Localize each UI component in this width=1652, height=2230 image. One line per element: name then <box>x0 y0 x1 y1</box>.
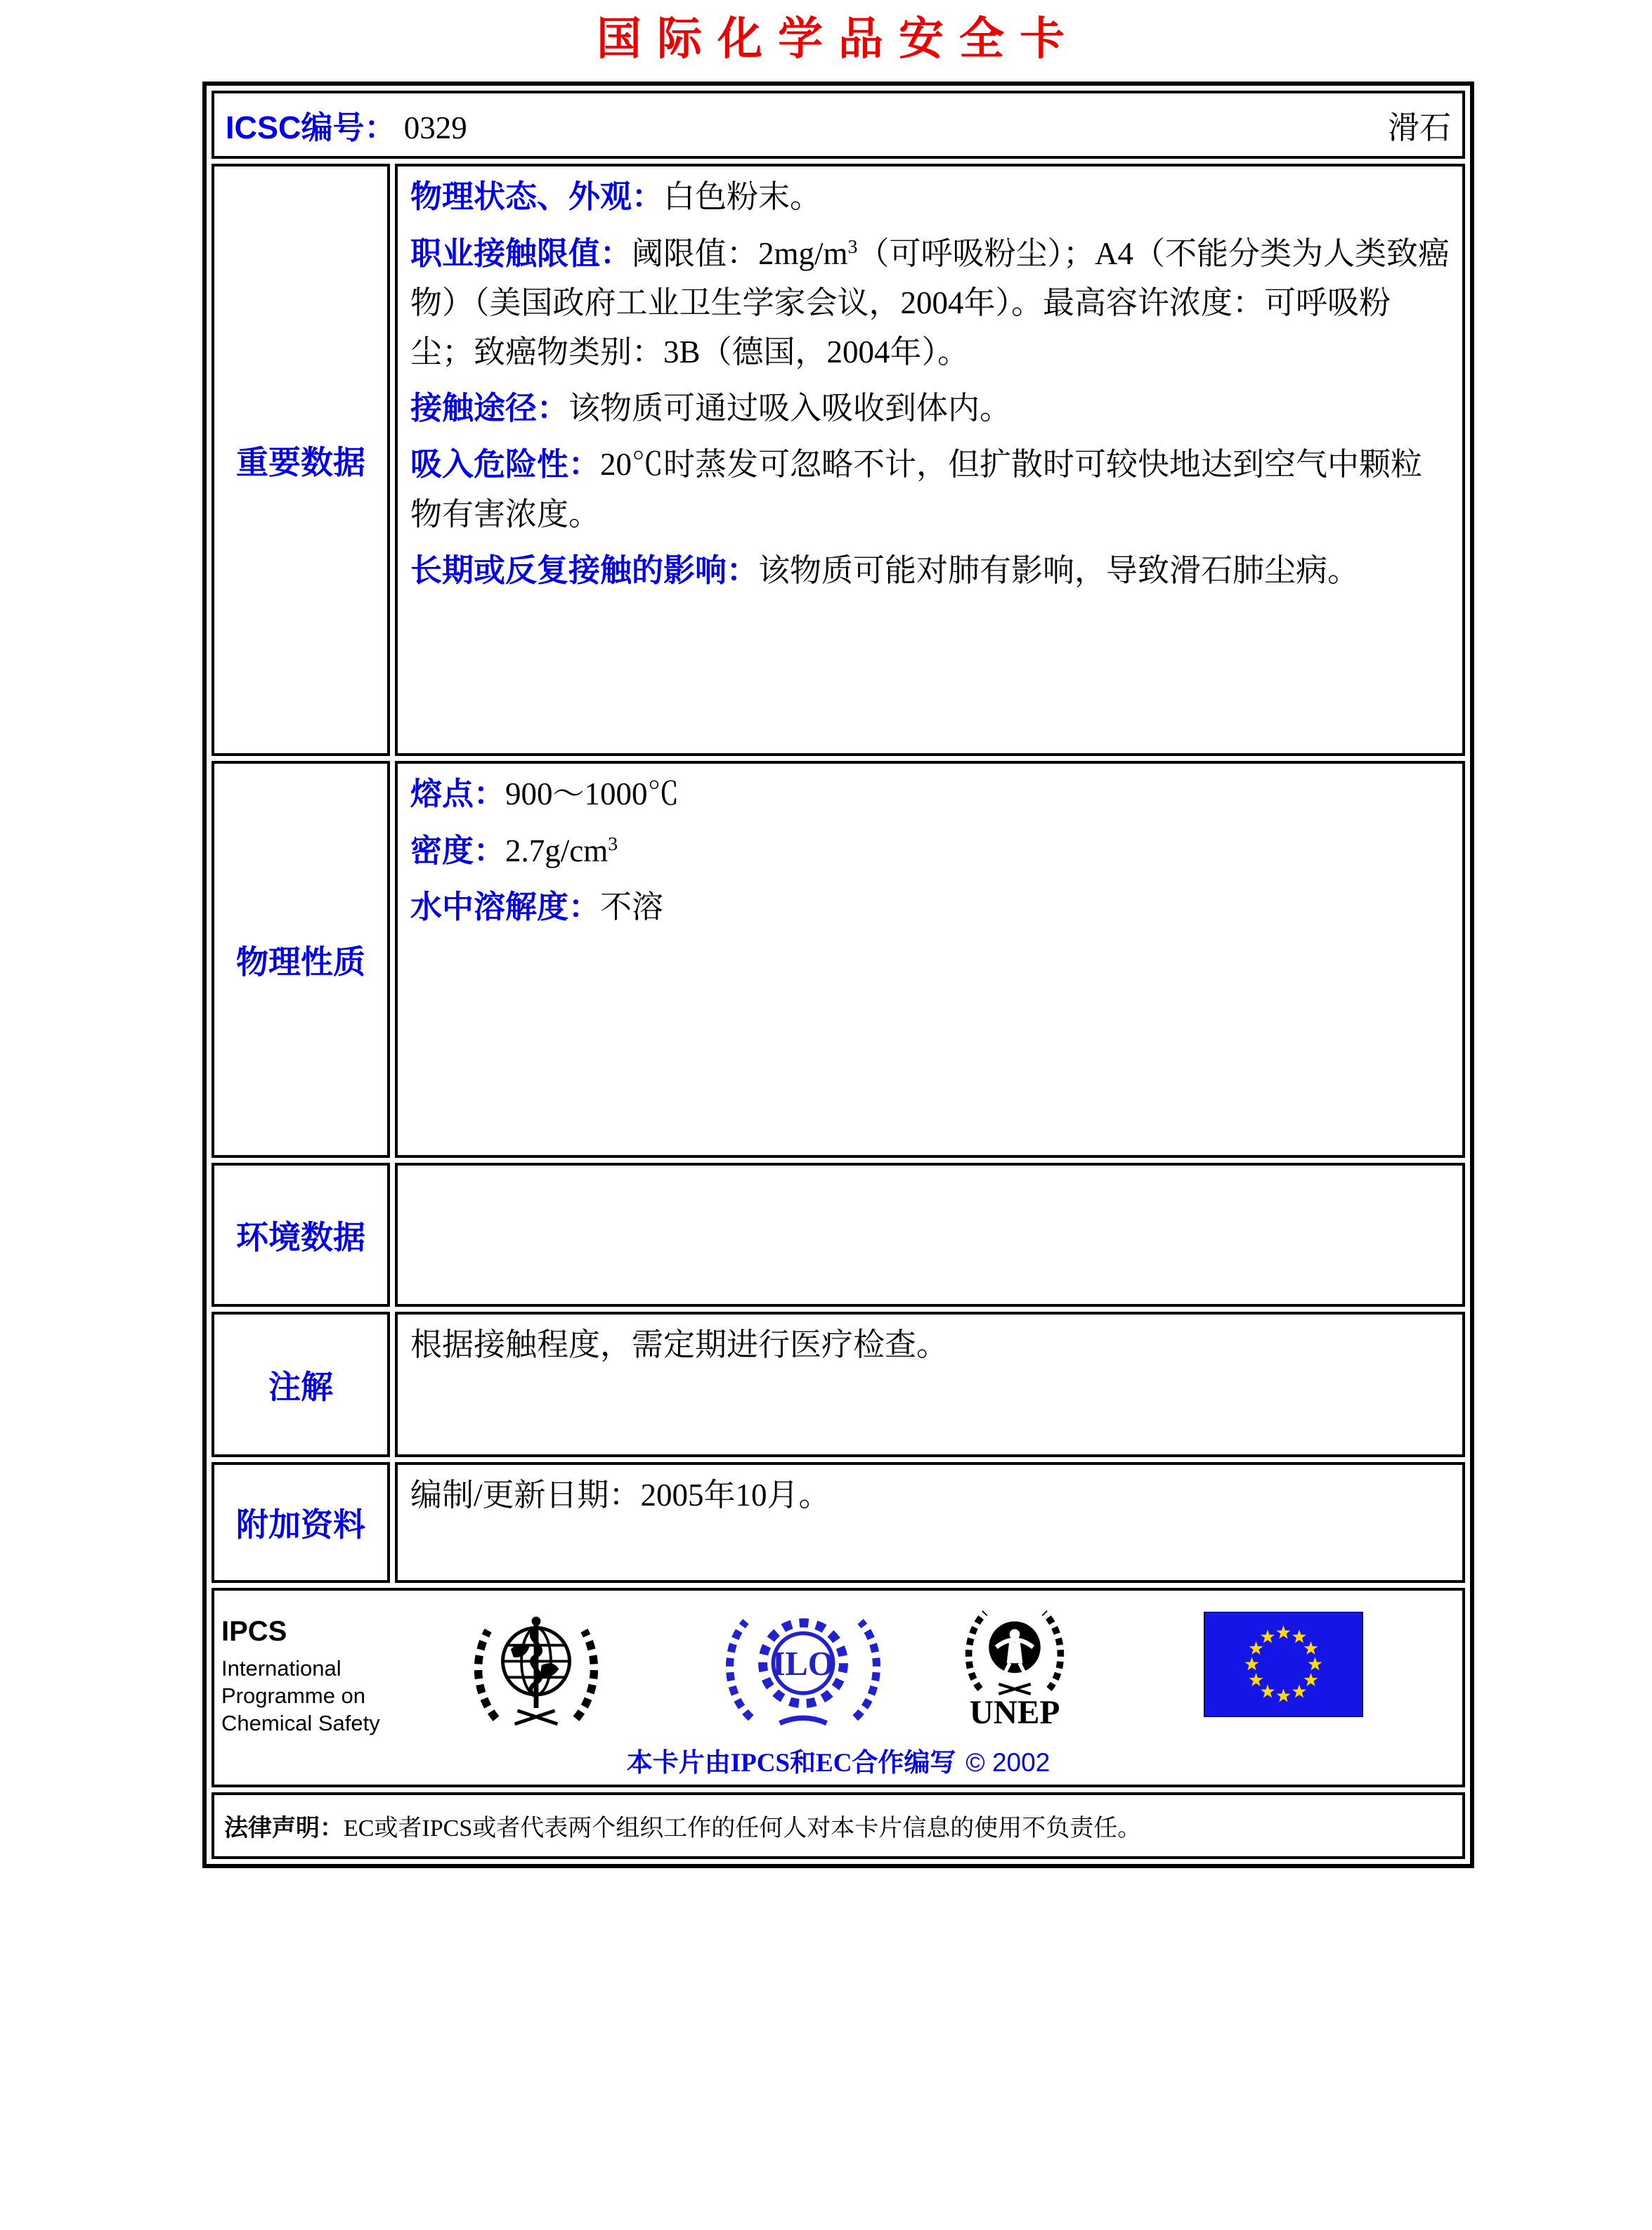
field-text: （可呼吸粉尘）；A4（不能分类为人类致癌物）（美国政府工业卫生学家会议，2004年）。最高容许浓度：可呼吸粉尘；致癌物类别：3B（德国，2004年）。 <box>410 235 1450 370</box>
field-text: 不溶 <box>600 889 664 925</box>
credit-line <box>214 1741 1462 1779</box>
paragraph <box>410 882 1450 932</box>
ipcs-line-2: Programme on <box>221 1683 366 1709</box>
field-text: 20℃时蒸发可忽略不计，但扩散时可较快地达到空气中颗粒物有害浓度。 <box>410 447 1423 532</box>
paragraph <box>410 172 1450 221</box>
paragraph <box>410 769 1450 819</box>
section-content-important-data <box>395 164 1465 756</box>
footer-row <box>212 1588 1465 1787</box>
paragraph <box>410 229 1450 377</box>
footer-cell <box>212 1588 1465 1787</box>
field-text: 白色粉末。 <box>663 179 822 215</box>
field-text: 该物质可能对肺有影响，导致滑石肺尘病。 <box>758 552 1360 588</box>
header-row <box>212 91 1465 159</box>
field-text: 900～1000℃ <box>505 776 679 812</box>
environmental-data-row <box>212 1163 1465 1307</box>
paragraph <box>410 1471 1450 1520</box>
section-content-physical-properties <box>395 761 1465 1158</box>
field-label: 熔点： <box>410 776 506 812</box>
icsc-card-table <box>202 81 1474 1868</box>
ipcs-line-3: Chemical Safety <box>221 1711 380 1736</box>
paragraph <box>410 440 1450 538</box>
field-text: 阈限值：2mg/m <box>632 235 848 271</box>
ipcs-acronym: IPCS <box>221 1616 287 1648</box>
section-label-notes: 注解 <box>212 1312 390 1457</box>
unep-icon <box>959 1600 1070 1728</box>
field-text: 编制/更新日期：2005年10月。 <box>410 1478 831 1513</box>
icsc-number-label: ICSC编号： <box>226 110 396 146</box>
physical-properties-row <box>212 761 1465 1158</box>
who-icon <box>469 1599 603 1737</box>
paragraph <box>410 546 1450 595</box>
eu-flag-icon <box>1204 1612 1363 1717</box>
header-cell <box>212 91 1465 159</box>
paragraph <box>410 384 1450 433</box>
field-label: 物理状态、外观： <box>410 178 664 215</box>
icsc-number-value: 0329 <box>403 110 467 146</box>
field-label: 吸入危险性： <box>410 446 601 483</box>
unep-label: UNEP <box>969 1695 1060 1729</box>
legal-text: EC或者IPCS或者代表两个组织工作的任何人对本卡片信息的使用不负责任。 <box>344 1815 1142 1842</box>
header-flex <box>226 102 1451 148</box>
important-data-row <box>212 164 1465 756</box>
field-label: 水中溶解度： <box>410 888 601 925</box>
paragraph <box>410 1320 1450 1369</box>
field-label: 职业接触限值： <box>410 235 632 271</box>
ipcs-line-1: International <box>221 1656 342 1681</box>
section-content-environmental-data <box>395 1163 1465 1307</box>
section-label-physical-properties: 物理性质 <box>212 761 390 1158</box>
paragraph <box>410 826 1450 875</box>
credit-text: 本卡片由IPCS和EC合作编写 <box>626 1749 956 1778</box>
field-label: 密度： <box>410 832 506 868</box>
credit-year: © 2002 <box>965 1748 1051 1778</box>
chemical-name: 滑石 <box>1387 110 1451 146</box>
icsc-sheet <box>202 0 1474 1868</box>
section-label-environmental-data: 环境数据 <box>212 1163 390 1307</box>
superscript: 3 <box>847 235 858 258</box>
icsc-number <box>226 102 467 148</box>
ipcs-text-block <box>221 1616 380 1737</box>
legal-cell <box>212 1792 1465 1859</box>
section-content-additional-information <box>395 1462 1465 1583</box>
field-text: 2.7g/cm <box>505 833 609 868</box>
superscript: 3 <box>608 833 618 855</box>
ilo-icon <box>712 1603 895 1728</box>
section-label-important-data: 重要数据 <box>212 164 390 756</box>
ilo-label: ILO <box>772 1645 835 1683</box>
field-text: 根据接触程度，需定期进行医疗检查。 <box>410 1327 949 1363</box>
additional-information-row <box>212 1462 1465 1583</box>
field-text: 该物质可通过吸入吸收到体内。 <box>568 391 1012 426</box>
legal-label: 法律声明： <box>224 1815 344 1842</box>
page-title: 国际化学品安全卡 <box>597 13 1080 64</box>
section-content-notes <box>395 1312 1465 1457</box>
field-label: 接触途径： <box>410 390 569 426</box>
notes-row <box>212 1312 1465 1457</box>
field-label: 长期或反复接触的影响： <box>410 552 759 588</box>
legal-row <box>212 1792 1465 1859</box>
section-label-additional-information: 附加资料 <box>212 1462 390 1583</box>
